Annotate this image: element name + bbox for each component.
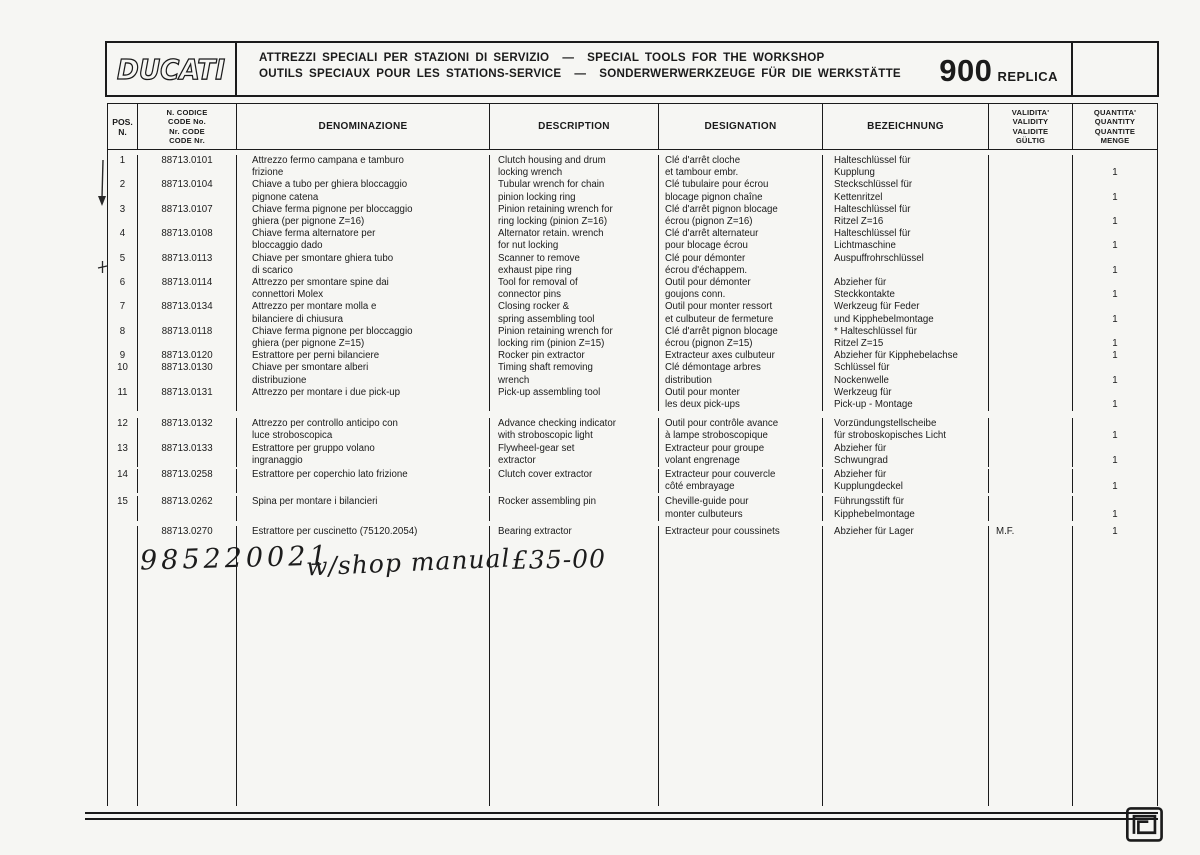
cell-denominazione: Attrezzo fermo campana e tamburo frizione bbox=[237, 155, 490, 179]
cell-validity: M.F. bbox=[989, 526, 1073, 538]
header-quantity: QUANTITA' QUANTITY QUANTITE MENGE bbox=[1093, 108, 1137, 145]
cell-quantity: 1 bbox=[1112, 216, 1118, 228]
table-filler-row bbox=[108, 538, 1157, 806]
cell-bezeichnung: Abzieher für Lager bbox=[823, 526, 989, 538]
cell-denominazione: Estrattore per coperchio lato frizione bbox=[237, 469, 490, 493]
table-row bbox=[108, 155, 1157, 179]
cell-description: Tool for removal of connector pins bbox=[490, 277, 659, 301]
cell-code: 88713.0270 bbox=[138, 526, 237, 538]
cell-code: 88713.0113 bbox=[138, 253, 237, 277]
cell-code: 88713.0108 bbox=[138, 228, 237, 252]
cell-denominazione: Attrezzo per controllo anticipo con luce stroboscopica bbox=[237, 418, 490, 442]
cell-description: Rocker pin extractor bbox=[490, 350, 659, 362]
cell-designation: Clé d'arrêt alternateur pour blocage écrou bbox=[659, 228, 823, 252]
cell-pos: 15 bbox=[108, 496, 138, 520]
cell-description: Pick-up assembling tool bbox=[490, 387, 659, 411]
model-number: 900 bbox=[939, 53, 993, 88]
cell-quantity: 1 bbox=[1112, 481, 1118, 493]
cell-quantity: 1 bbox=[1112, 191, 1118, 203]
table-row bbox=[108, 253, 1157, 277]
cell-quantity: 1 bbox=[1112, 454, 1118, 466]
ducati-logo-icon bbox=[111, 47, 231, 91]
cell-designation: Extracteur pour coussinets bbox=[659, 526, 823, 538]
cell-denominazione: Attrezzo per smontare spine dai connettori Molex bbox=[237, 277, 490, 301]
cell-validity bbox=[989, 179, 1073, 203]
cell-code: 88713.0120 bbox=[138, 350, 237, 362]
cell-description: Pinion retaining wrench for ring locking (pinion Z=16) bbox=[490, 204, 659, 228]
cell-denominazione: Estrattore per perni bilanciere bbox=[237, 350, 490, 362]
table-row bbox=[108, 469, 1157, 493]
table-row bbox=[108, 350, 1157, 362]
model-badge bbox=[939, 55, 1058, 86]
cell-bezeichnung: Vorzündungstellscheibe für stroboskopisches Licht bbox=[823, 418, 989, 442]
cell-bezeichnung: Schlüssel für Nockenwelle bbox=[823, 362, 989, 386]
cell-description: Closing rocker & spring assembling tool bbox=[490, 301, 659, 325]
ducati-mark-icon bbox=[1124, 805, 1166, 845]
cell-pos: 8 bbox=[108, 326, 138, 350]
cell-quantity: 1 bbox=[1112, 264, 1118, 276]
table-row bbox=[108, 526, 1157, 538]
cell-pos: 6 bbox=[108, 277, 138, 301]
cell-description: Scanner to remove exhaust pipe ring bbox=[490, 253, 659, 277]
cell-validity bbox=[989, 155, 1073, 179]
cell-description: Rocker assembling pin bbox=[490, 496, 659, 520]
cell-code: 88713.0114 bbox=[138, 277, 237, 301]
footer-rule-top bbox=[85, 812, 1158, 814]
title-italian: ATTREZZI SPECIALI PER STAZIONI DI SERVIZIO bbox=[259, 51, 550, 64]
cell-validity bbox=[989, 350, 1073, 362]
cell-designation: Clé d'arrêt cloche et tambour embr. bbox=[659, 155, 823, 179]
table-body bbox=[108, 150, 1157, 538]
cell-validity bbox=[989, 443, 1073, 467]
cell-bezeichnung: Führungsstift für Kipphebelmontage bbox=[823, 496, 989, 520]
cell-denominazione: Chiave a tubo per ghiera bloccaggio pignone catena bbox=[237, 179, 490, 203]
header-code: N. CODICE CODE No. Nr. CODE CODE Nr. bbox=[138, 104, 237, 149]
cell-pos: 2 bbox=[108, 179, 138, 203]
model-variant: REPLICA bbox=[997, 69, 1058, 84]
cell-validity bbox=[989, 326, 1073, 350]
cell-validity bbox=[989, 301, 1073, 325]
cell-denominazione: Chiave ferma alternatore per bloccaggio dado bbox=[237, 228, 490, 252]
cell-designation: Extracteur axes culbuteur bbox=[659, 350, 823, 362]
cell-code: 88713.0262 bbox=[138, 496, 237, 520]
cell-designation: Outil pour monter les deux pick-ups bbox=[659, 387, 823, 411]
cell-designation: Clé démontage arbres distribution bbox=[659, 362, 823, 386]
cell-validity bbox=[989, 253, 1073, 277]
table-row bbox=[108, 496, 1157, 520]
cell-pos: 5 bbox=[108, 253, 138, 277]
header-designation: DESIGNATION bbox=[659, 104, 823, 149]
cell-designation: Extracteur pour couvercle côté embrayage bbox=[659, 469, 823, 493]
cell-description: Clutch cover extractor bbox=[490, 469, 659, 493]
footer-rule-bottom bbox=[85, 818, 1158, 820]
cell-code: 88713.0101 bbox=[138, 155, 237, 179]
header-description: DESCRIPTION bbox=[490, 104, 659, 149]
handwritten-part-number: 985220021 bbox=[139, 540, 331, 577]
title-german: SONDERWERWERKZEUGE FÜR DIE WERKSTÄTTE bbox=[599, 66, 901, 80]
ducati-logo-text: DUCATI bbox=[117, 53, 225, 86]
cell-denominazione: Attrezzo per montare i due pick-up bbox=[237, 387, 490, 411]
cell-pos: 1 bbox=[108, 155, 138, 179]
cell-designation: Outil pour contrôle avance à lampe stroboscopique bbox=[659, 418, 823, 442]
table-row bbox=[108, 277, 1157, 301]
cell-denominazione: Chiave ferma pignone per bloccaggio ghiera (per pignone Z=15) bbox=[237, 326, 490, 350]
cell-description: Timing shaft removing wrench bbox=[490, 362, 659, 386]
cell-bezeichnung: Abzieher für Schwungrad bbox=[823, 443, 989, 467]
cell-quantity: 1 bbox=[1112, 399, 1118, 411]
cell-pos: 12 bbox=[108, 418, 138, 442]
cell-quantity: 1 bbox=[1112, 338, 1118, 350]
title-separator-2: — bbox=[574, 66, 587, 80]
cell-validity bbox=[989, 204, 1073, 228]
cell-quantity: 1 bbox=[1112, 313, 1118, 325]
table-row bbox=[108, 204, 1157, 228]
document-title-box bbox=[235, 41, 1073, 97]
table-row bbox=[108, 387, 1157, 411]
title-french: OUTILS SPECIAUX POUR LES STATIONS-SERVICE bbox=[259, 66, 562, 80]
ducati-logo bbox=[105, 41, 237, 97]
title-separator-1: — bbox=[562, 51, 575, 64]
header-pos: POS. N. bbox=[108, 104, 138, 149]
cell-pos: 3 bbox=[108, 204, 138, 228]
cell-validity bbox=[989, 362, 1073, 386]
cell-designation: Clé d'arrêt pignon blocage écrou (pignon Z=16) bbox=[659, 204, 823, 228]
cell-quantity: 1 bbox=[1112, 289, 1118, 301]
cell-quantity: 1 bbox=[1112, 374, 1118, 386]
cell-pos: 9 bbox=[108, 350, 138, 362]
table-row bbox=[108, 443, 1157, 467]
cell-code: 88713.0107 bbox=[138, 204, 237, 228]
cell-denominazione: Spina per montare i bilancieri bbox=[237, 496, 490, 520]
cell-pos: 11 bbox=[108, 387, 138, 411]
table-row bbox=[108, 418, 1157, 442]
header-validity: VALIDITA' VALIDITY VALIDITE GÜLTIG bbox=[989, 104, 1073, 149]
cell-description: Advance checking indicator with stroboscopic light bbox=[490, 418, 659, 442]
cell-pos: 7 bbox=[108, 301, 138, 325]
cell-description: Clutch housing and drum locking wrench bbox=[490, 155, 659, 179]
cell-bezeichnung: Abzieher für Kipphebelachse bbox=[823, 350, 989, 362]
cell-designation: Clé pour démonter écrou d'échappem. bbox=[659, 253, 823, 277]
cell-code: 88713.0134 bbox=[138, 301, 237, 325]
cell-quantity: 1 bbox=[1112, 167, 1118, 179]
pen-mark-arrow bbox=[94, 160, 112, 290]
cell-denominazione: Chiave per smontare ghiera tubo di scarico bbox=[237, 253, 490, 277]
cell-description: Pinion retaining wrench for locking rim (pinion Z=15) bbox=[490, 326, 659, 350]
cell-quantity: 1 bbox=[1112, 508, 1118, 520]
cell-pos bbox=[108, 526, 138, 538]
cell-validity bbox=[989, 496, 1073, 520]
table-row bbox=[108, 179, 1157, 203]
cell-code: 88713.0104 bbox=[138, 179, 237, 203]
cell-quantity: 1 bbox=[1112, 240, 1118, 252]
cell-validity bbox=[989, 387, 1073, 411]
cell-denominazione: Chiave per smontare alberi distribuzione bbox=[237, 362, 490, 386]
cell-code: 88713.0132 bbox=[138, 418, 237, 442]
cell-bezeichnung: Werkzeug für Feder und Kipphebelmontage bbox=[823, 301, 989, 325]
cell-code: 88713.0133 bbox=[138, 443, 237, 467]
handwritten-price: £35-00 bbox=[511, 544, 607, 575]
cell-denominazione: Estrattore per gruppo volano ingranaggio bbox=[237, 443, 490, 467]
table-header-row bbox=[108, 104, 1157, 150]
cell-bezeichnung: Halteschlüssel für Lichtmaschine bbox=[823, 228, 989, 252]
cell-designation: Cheville-guide pour monter culbuteurs bbox=[659, 496, 823, 520]
cell-code: 88713.0131 bbox=[138, 387, 237, 411]
cell-validity bbox=[989, 469, 1073, 493]
cell-pos: 10 bbox=[108, 362, 138, 386]
header-denominazione: DENOMINAZIONE bbox=[237, 104, 490, 149]
cell-denominazione: Estrattore per cuscinetto (75120.2054) bbox=[237, 526, 490, 538]
cell-bezeichnung: Halteschlüssel für Kupplung bbox=[823, 155, 989, 179]
cell-code: 88713.0118 bbox=[138, 326, 237, 350]
cell-pos: 13 bbox=[108, 443, 138, 467]
cell-validity bbox=[989, 418, 1073, 442]
cell-description: Tubular wrench for chain pinion locking ring bbox=[490, 179, 659, 203]
cell-denominazione: Chiave ferma pignone per bloccaggio ghiera (per pignone Z=16) bbox=[237, 204, 490, 228]
table-row bbox=[108, 301, 1157, 325]
cell-bezeichnung: Werkzeug für Pick-up - Montage bbox=[823, 387, 989, 411]
cell-description: Bearing extractor bbox=[490, 526, 659, 538]
header-bezeichnung: BEZEICHNUNG bbox=[823, 104, 989, 149]
cell-quantity: 1 bbox=[1112, 430, 1118, 442]
special-tools-table bbox=[107, 103, 1158, 806]
handwritten-note: w/shop manual bbox=[305, 543, 512, 582]
cell-quantity: 1 bbox=[1112, 350, 1118, 362]
cell-quantity: 1 bbox=[1112, 525, 1118, 537]
cell-bezeichnung: * Halteschlüssel für Ritzel Z=15 bbox=[823, 326, 989, 350]
cell-bezeichnung: Abzieher für Steckkontakte bbox=[823, 277, 989, 301]
title-english: SPECIAL TOOLS FOR THE WORKSHOP bbox=[587, 51, 825, 64]
cell-description: Alternator retain. wrench for nut locking bbox=[490, 228, 659, 252]
cell-code: 88713.0130 bbox=[138, 362, 237, 386]
cell-bezeichnung: Auspuffrohrschlüssel bbox=[823, 253, 989, 277]
cell-validity bbox=[989, 228, 1073, 252]
cell-validity bbox=[989, 277, 1073, 301]
cell-pos: 4 bbox=[108, 228, 138, 252]
cell-pos: 14 bbox=[108, 469, 138, 493]
cell-description: Flywheel-gear set extractor bbox=[490, 443, 659, 467]
header-empty-box bbox=[1071, 41, 1159, 97]
table-row bbox=[108, 326, 1157, 350]
cell-designation: Extracteur pour groupe volant engrenage bbox=[659, 443, 823, 467]
cell-designation: Outil pour monter ressort et culbuteur de fermeture bbox=[659, 301, 823, 325]
table-row bbox=[108, 362, 1157, 386]
table-row bbox=[108, 228, 1157, 252]
cell-code: 88713.0258 bbox=[138, 469, 237, 493]
cell-designation: Outil pour démonter goujons conn. bbox=[659, 277, 823, 301]
cell-designation: Clé d'arrêt pignon blocage écrou (pignon Z=15) bbox=[659, 326, 823, 350]
cell-bezeichnung: Halteschlüssel für Ritzel Z=16 bbox=[823, 204, 989, 228]
cell-designation: Clé tubulaire pour écrou blocage pignon chaîne bbox=[659, 179, 823, 203]
cell-bezeichnung: Steckschlüssel für Kettenritzel bbox=[823, 179, 989, 203]
cell-denominazione: Attrezzo per montare molla e bilanciere di chiusura bbox=[237, 301, 490, 325]
cell-bezeichnung: Abzieher für Kupplungdeckel bbox=[823, 469, 989, 493]
